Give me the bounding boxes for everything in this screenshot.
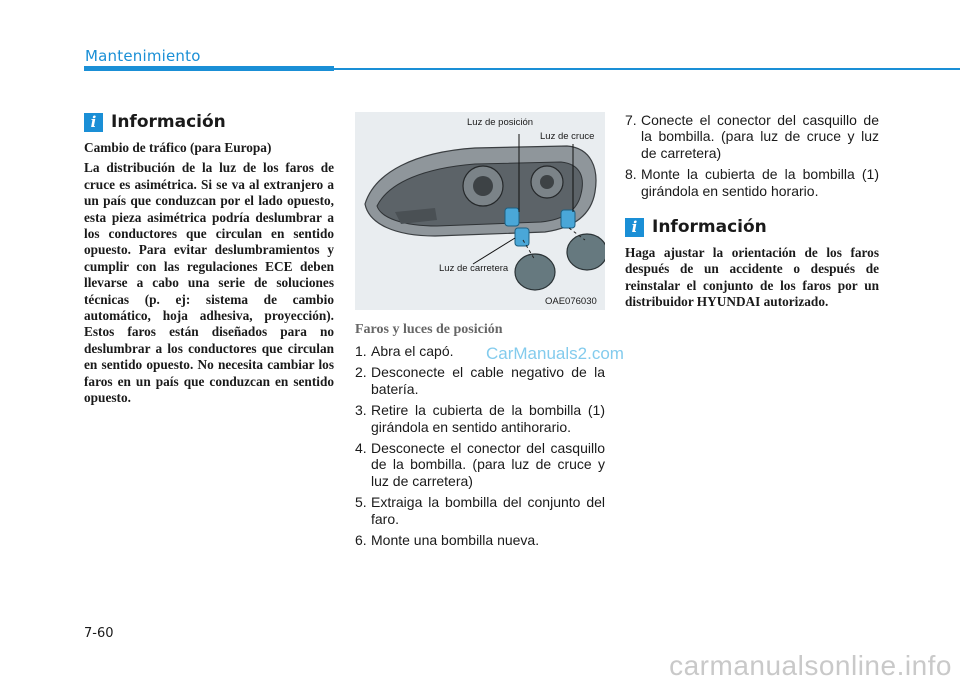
step-4: 4. Desconecte el conector del casquillo de la bombilla. (para luz de cruce y luz de carretera): [355, 440, 605, 489]
middle-column: [355, 112, 605, 553]
procedure-steps-continued: [625, 112, 879, 199]
step-5: 5. Extraiga la bombilla del conjunto del faro.: [355, 494, 605, 527]
info-body-right: Haga ajustar la orientación de los faros después de un accidente o después de reinstalar el conjunto de los faros por un distribuidor HYUNDAI autorizado.: [625, 245, 879, 310]
step-7: 7. Conecte el conector del casquillo de la bombilla. (para luz de cruce y luz de carretera): [625, 112, 879, 161]
label-position-light: Luz de posición: [467, 117, 534, 128]
info-title: Información: [111, 112, 226, 132]
label-high-beam: Luz de carretera: [439, 263, 509, 274]
procedure-title: Faros y luces de posición: [355, 322, 503, 337]
right-column: [625, 112, 879, 311]
step-2: 2. Desconecte el cable negativo de la batería.: [355, 364, 605, 397]
info-body: La distribución de la luz de los faros de cruce es asimétrica. Si se va al extranjero a un país que conduzcan por el lado opuesto, esta pieza asimétrica podría deslumbrar a los conductores que circulan en sentido opuesto. Para evitar deslumbramientos y cumplir con las regulaciones ECE deben llevarse a cabo una serie de soluciones técnicas (p. ej: sistema de cambio automático, hoja adhesiva, proyección). Estos faros están diseñados para no deslumbrar a los conductores que circulan en sentido opuesto. No necesita cambiar los faros en un país que conduzcan en sentido opuesto.: [84, 160, 334, 406]
watermark: CarManuals2.com: [486, 344, 624, 363]
info-subtitle: Cambio de tráfico (para Europa): [84, 140, 272, 155]
headlamp-figure: [355, 112, 605, 310]
info-header: [84, 112, 334, 132]
page-number: 7-60: [84, 626, 114, 641]
header-rule-thick: [84, 66, 334, 71]
info-icon: i: [625, 218, 644, 237]
info-icon: i: [84, 113, 103, 132]
step-6: 6. Monte una bombilla nueva.: [355, 532, 540, 549]
step-1: 1. Abra el capó.: [355, 343, 454, 359]
step-8: 8. Monte la cubierta de la bombilla (1) girándola en sentido horario.: [625, 166, 879, 199]
footer-watermark: carmanualsonline.info: [669, 650, 952, 681]
procedure-steps-first: [355, 343, 605, 548]
info-title-right: Información: [652, 217, 767, 238]
step-3: 3. Retire la cubierta de la bombilla (1) girándola en sentido antihorario.: [355, 402, 605, 435]
left-column: [84, 112, 334, 407]
info-header-right: [625, 217, 879, 237]
section-title: Mantenimiento: [85, 47, 201, 65]
header-rule-thin: [334, 68, 960, 70]
label-low-beam: Luz de cruce: [540, 131, 595, 142]
figure-code: OAE076030: [545, 296, 597, 307]
